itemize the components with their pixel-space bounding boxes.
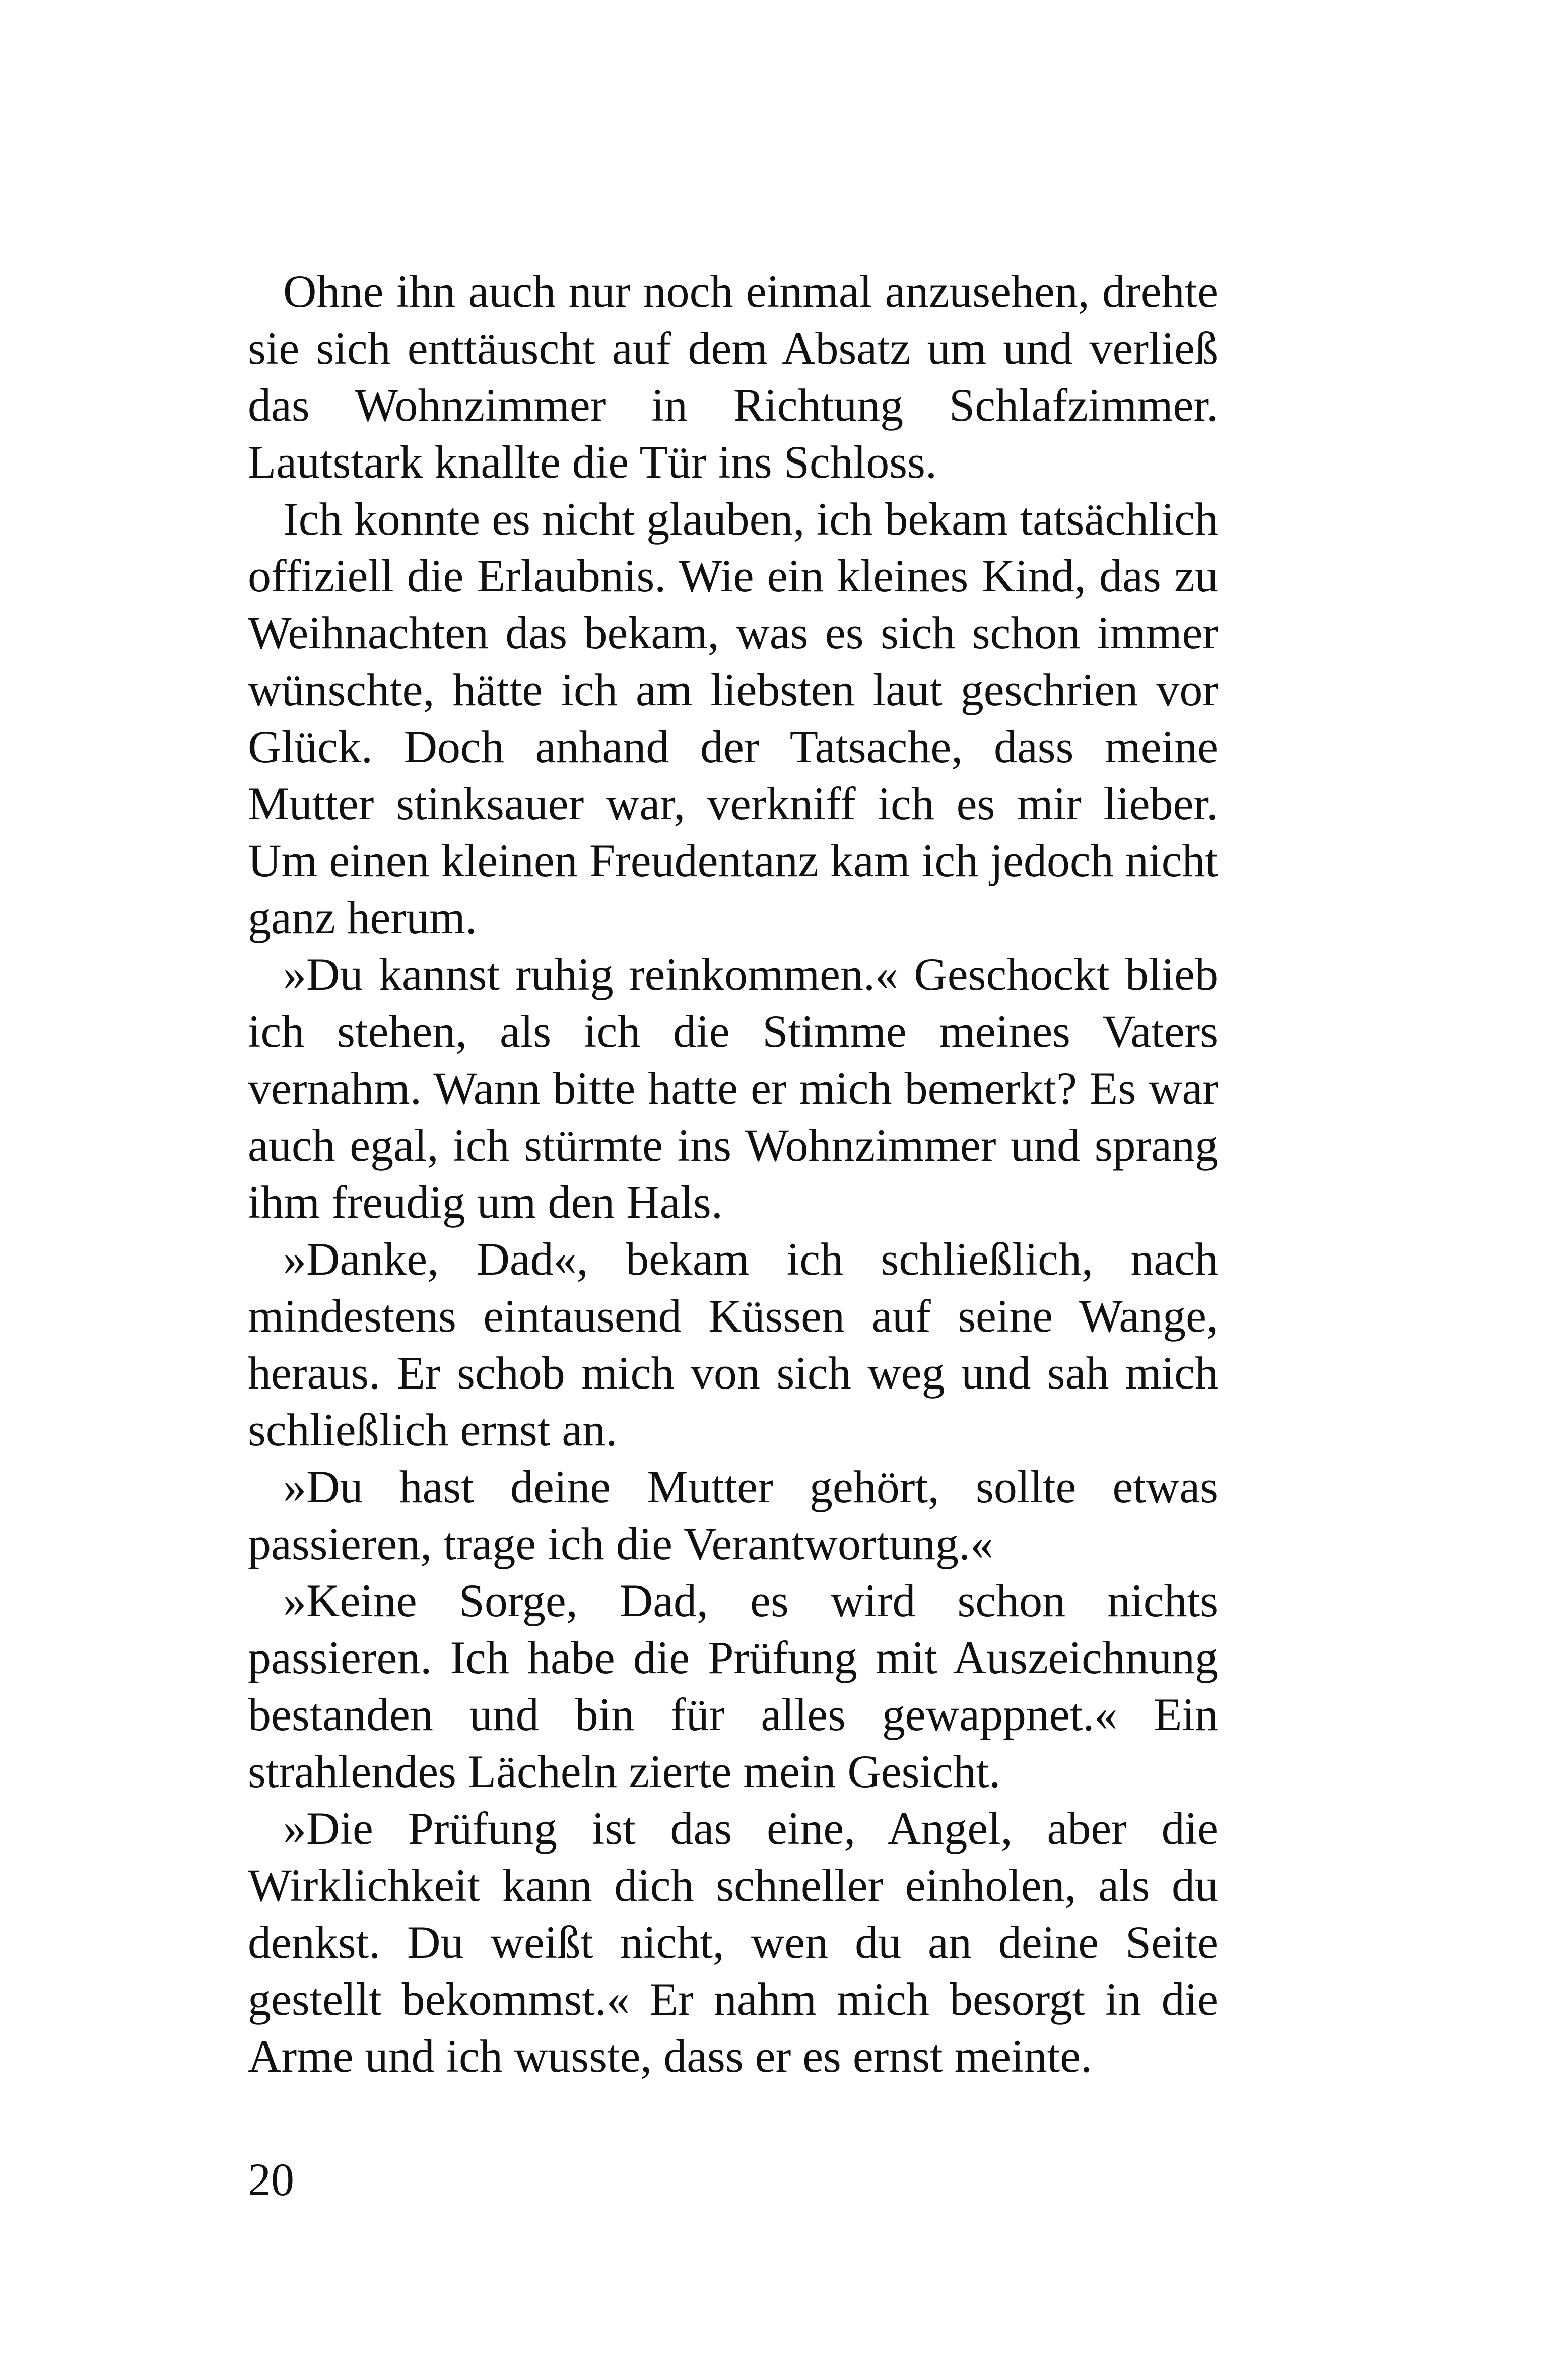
paragraph: Ohne ihn auch nur noch einmal anzusehen, drehte sie sich enttäuscht auf dem Absatz um und verließ das Wohnzimmer in Richtung Schlafzimmer. Lautstark knallte die Tür ins Schloss. [248, 266, 1218, 488]
paragraph: »Keine Sorge, Dad, es wird schon nichts passieren. Ich habe die Prüfung mit Auszeichnung bestanden und bin für alles gewappnet.« Ein strahlendes Lächeln zierte mein Gesicht. [248, 1575, 1218, 1797]
page-number: 20 [248, 2154, 294, 2205]
paragraph: Ich konnte es nicht glauben, ich bekam tatsächlich offiziell die Erlaubnis. Wie ein kleines Kind, das zu Weihnachten das bekam, was es sich schon immer wünschte, hätte ich am liebsten laut geschrien vor Glück. Doch anhand der Tatsache, dass meine Mutter stinksauer war, verkniff ich es mir lieber. Um einen kleinen Freudentanz kam ich jedoch nicht ganz herum. [248, 493, 1218, 943]
paragraph: »Du kannst ruhig reinkommen.« Geschockt blieb ich stehen, als ich die Stimme meines Vaters vernahm. Wann bitte hatte er mich bemerkt? Es war auch egal, ich stürmte ins Wohnzimmer und sprang ihm freudig um den Hals. [248, 949, 1218, 1228]
body-text [248, 263, 1218, 2085]
paragraph: »Du hast deine Mutter gehört, sollte etwas passieren, trage ich die Verantwortung.« [248, 1461, 1218, 1569]
paragraph: »Die Prüfung ist das eine, Angel, aber die Wirklichkeit kann dich schneller einholen, als du denkst. Du weißt nicht, wen du an deine Seite gestellt bekommst.« Er nahm mich besorgt in die Arme und ich wusste, dass er es ernst meinte. [248, 1803, 1218, 2082]
paragraph: »Danke, Dad«, bekam ich schließlich, nach mindestens eintausend Küssen auf seine Wange, heraus. Er schob mich von sich weg und sah mich schließlich ernst an. [248, 1233, 1218, 1456]
